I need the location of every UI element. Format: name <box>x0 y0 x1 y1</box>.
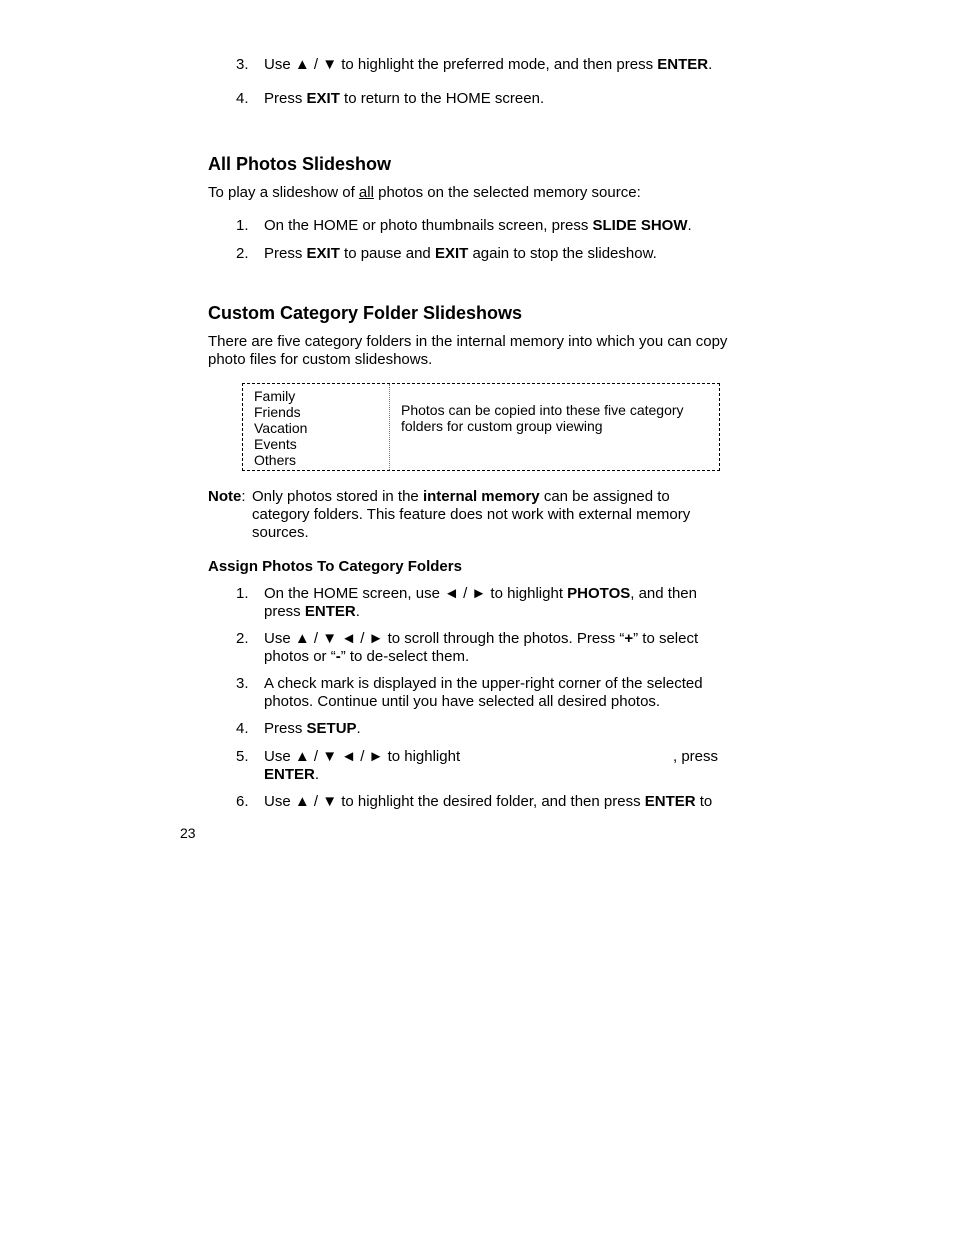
folder-events: Events <box>254 436 297 452</box>
step-number: 4. <box>236 90 249 107</box>
assign-step-5 <box>0 748 954 788</box>
step-number: 3. <box>236 56 249 73</box>
step-text-press: , press <box>673 748 719 765</box>
step-text: Press EXIT to return to the HOME screen. <box>264 90 545 107</box>
step-text: A check mark is displayed in the upper-right corner of the selected photos. Continue until you have selected all desired photos. <box>264 675 703 710</box>
assign-step-1 <box>0 585 954 625</box>
subheading-assign-photos: Assign Photos To Category Folders <box>208 558 462 575</box>
step-text: Press EXIT to pause and EXIT again to stop the slideshow. <box>264 245 657 262</box>
page-number: 23 <box>180 825 196 841</box>
step-number: 1. <box>236 585 249 602</box>
step-number: 1. <box>236 217 249 234</box>
folder-family: Family <box>254 388 296 404</box>
note-text: Only photos stored in the internal memory can be assigned to category folders. This feature does not work with external memory sources. <box>252 488 691 541</box>
step-text: Use ▲ / ▼ to highlight the desired folder, and then press ENTER to <box>264 793 713 810</box>
box-divider <box>389 384 390 470</box>
step-number: 2. <box>236 630 249 647</box>
step-text: Use ▲ / ▼ ◄ / ► to scroll through the photos. Press “+” to select photos or “-” to de-select them. <box>264 630 699 665</box>
category-folders-description: Photos can be copied into these five category folders for custom group viewing <box>401 402 684 434</box>
step-text: Use ▲ / ▼ to highlight the preferred mode, and then press ENTER. <box>264 56 713 73</box>
folder-others: Others <box>254 452 297 468</box>
folder-vacation: Vacation <box>254 420 308 436</box>
step-number: 6. <box>236 793 249 810</box>
category-folders-box <box>242 383 720 471</box>
assign-step-2 <box>0 630 954 670</box>
category-folder-list <box>254 388 307 468</box>
step-text-enter: ENTER. <box>264 766 320 783</box>
step-text: On the HOME or photo thumbnails screen, press SLIDE SHOW. <box>264 217 692 234</box>
step-text: On the HOME screen, use ◄ / ► to highlight PHOTOS, and then press ENTER. <box>264 585 697 620</box>
step-number: 3. <box>236 675 249 692</box>
note-label: Note: <box>208 488 246 505</box>
section-heading-custom-category: Custom Category Folder Slideshows <box>208 303 523 323</box>
assign-step-3 <box>0 675 954 715</box>
all-photos-intro: To play a slideshow of all photos on the selected memory source: <box>208 184 641 201</box>
step-number: 4. <box>236 720 249 737</box>
section-heading-all-photos: All Photos Slideshow <box>208 154 392 174</box>
custom-intro: There are five category folders in the internal memory into which you can copy photo files for custom slideshows. <box>208 333 728 368</box>
step-number: 5. <box>236 748 249 765</box>
step-text: Press SETUP. <box>264 720 361 737</box>
step-number: 2. <box>236 245 249 262</box>
step-text: Use ▲ / ▼ ◄ / ► to highlight <box>264 748 461 765</box>
folder-friends: Friends <box>254 404 301 420</box>
